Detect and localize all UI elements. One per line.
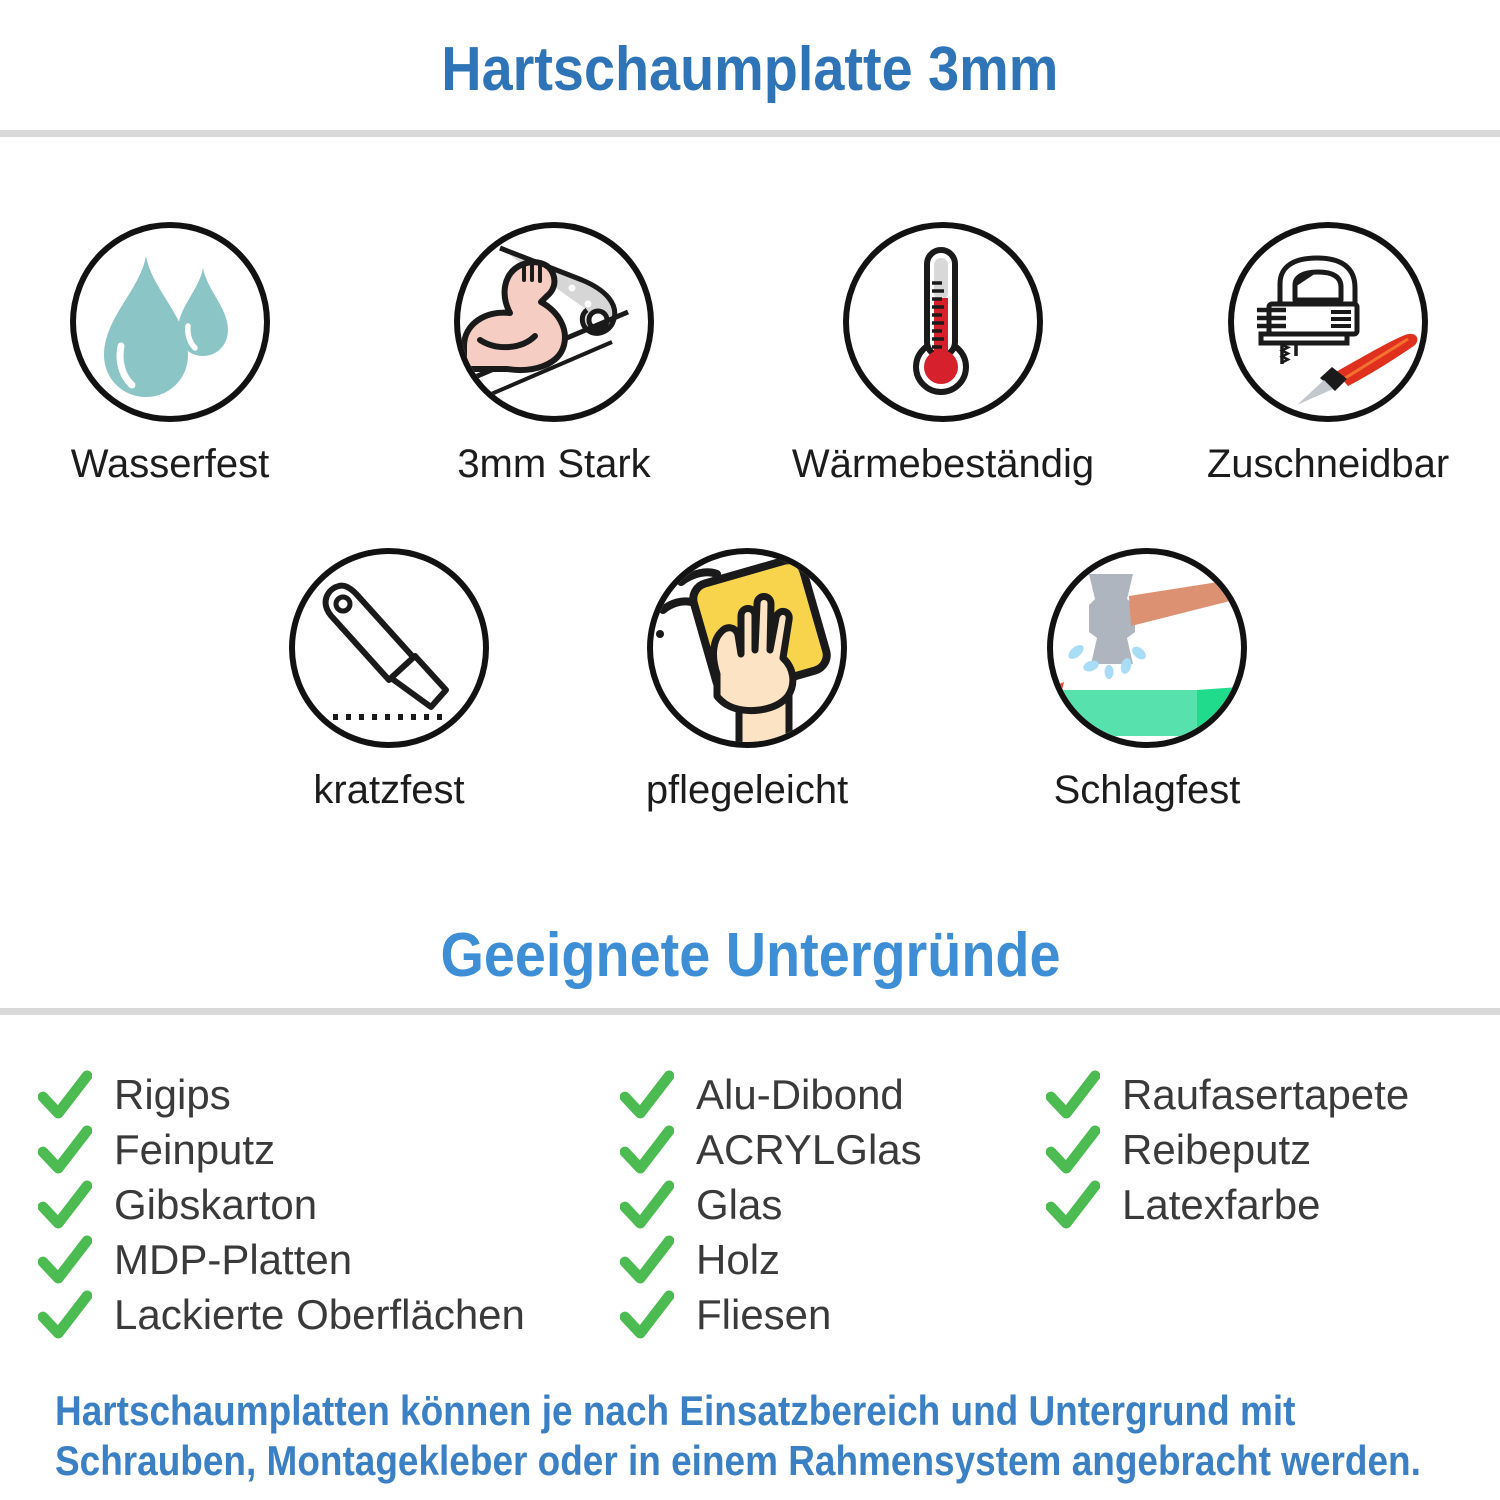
substrate-label: Reibeputz [1122,1125,1312,1173]
feature-waermebestaendig [763,222,1123,487]
substrate-label: Holz [696,1235,781,1283]
substrate-label: Latexfarbe [1122,1180,1321,1228]
list-item [38,1122,525,1177]
substrates-heading: Geeignete Untergründe [439,921,1061,990]
check-icon [38,1125,92,1175]
check-icon [620,1290,674,1340]
feature-schlagfest [967,548,1327,813]
check-icon [38,1290,92,1340]
footer-line: Hartschaumplatten können je nach Einsatzbereich und Untergrund mit [55,1387,1296,1434]
feature-label: 3mm Stark [457,442,651,486]
cleaning-hand-icon [647,548,847,748]
feature-zuschneidbar [1148,222,1500,487]
list-item [1046,1067,1409,1122]
substrate-label: Feinputz [114,1125,276,1173]
substrate-label: Rigips [114,1070,231,1118]
hammer-icon [1047,548,1247,748]
footer-line: Schrauben, Montagekleber oder in einem Rahmensystem angebracht werden. [55,1437,1421,1484]
feature-label: Wärmebeständig [791,442,1095,486]
substrate-label: Fliesen [696,1290,832,1338]
divider-top [0,130,1500,137]
substrate-label: Lackierte Oberflächen [114,1290,525,1338]
substrate-label: ACRYLGlas [696,1125,922,1173]
divider-middle [0,1008,1500,1015]
feature-label: Schlagfest [1053,768,1241,812]
substrate-label: Raufasertapete [1122,1070,1410,1118]
check-icon [620,1235,674,1285]
list-item [38,1287,525,1342]
check-icon [1046,1180,1100,1230]
feature-3mm-stark [374,222,734,487]
muscle-arm-icon [454,222,654,422]
feature-label: Zuschneidbar [1206,442,1450,486]
check-icon [620,1180,674,1230]
check-icon [620,1125,674,1175]
list-item [620,1232,922,1287]
check-icon [38,1235,92,1285]
substrate-label: Glas [696,1180,783,1228]
list-item [620,1177,922,1232]
list-item [620,1122,922,1177]
water-drops-icon [70,222,270,422]
substrates-column-2 [620,1067,922,1342]
feature-pflegeleicht [567,548,927,813]
feature-label: kratzfest [313,768,465,812]
feature-kratzfest [209,548,569,813]
page-title: Hartschaumplatte 3mm [441,35,1059,104]
substrates-column-1 [38,1067,525,1342]
list-item [620,1067,922,1122]
substrates-column-3 [1046,1067,1409,1232]
list-item [1046,1122,1409,1177]
check-icon [1046,1125,1100,1175]
footer-note [55,1386,1500,1486]
jigsaw-icon [1228,222,1428,422]
feature-wasserfest [0,222,350,487]
check-icon [38,1180,92,1230]
check-icon [38,1070,92,1120]
substrate-label: Alu-Dibond [696,1070,904,1118]
substrate-label: Gibskarton [114,1180,318,1228]
thermometer-icon [843,222,1043,422]
substrate-label: MDP-Platten [114,1235,353,1283]
list-item [38,1232,525,1287]
list-item [38,1067,525,1122]
list-item [1046,1177,1409,1232]
utility-knife-icon [289,548,489,748]
list-item [38,1177,525,1232]
check-icon [620,1070,674,1120]
check-icon [1046,1070,1100,1120]
feature-label: Wasserfest [70,442,270,486]
feature-label: pflegeleicht [645,768,849,812]
list-item [620,1287,922,1342]
